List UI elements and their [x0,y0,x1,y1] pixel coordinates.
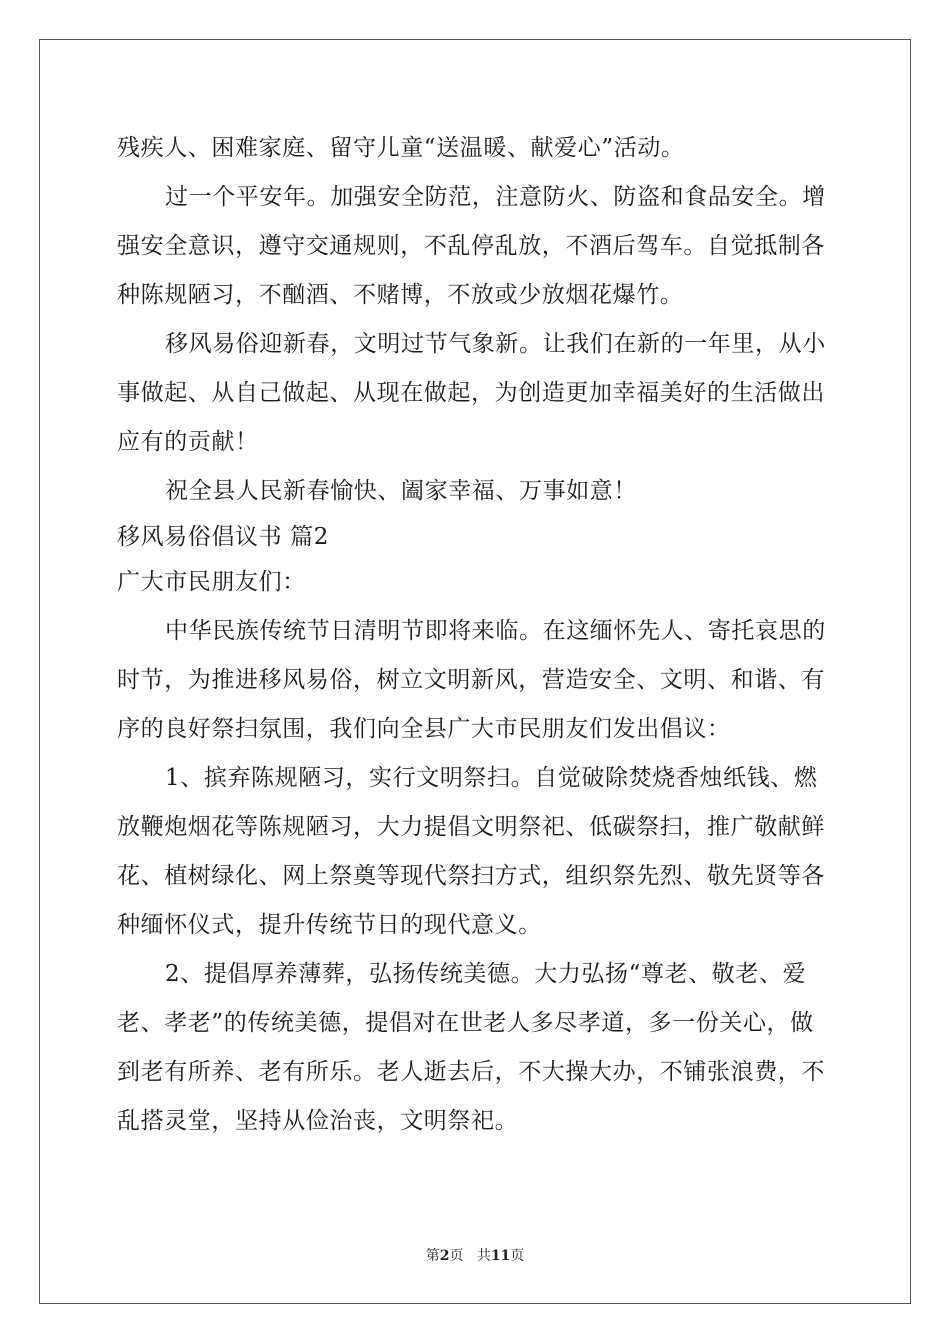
text-line: 放鞭炮烟花等陈规陋习，大力提倡文明祭祀、低碳祭扫，推广敬献鲜 [117,814,825,840]
page-prefix: 第 [425,1248,440,1264]
text-line: 事做起、从自己做起、从现在做起，为创造更加幸福美好的生活做出 [117,380,825,406]
text-line: 到老有所养、老有所乐。老人逝去后，不大操大办，不铺张浪费，不 [117,1059,825,1085]
text-line: 乱搭灵堂，坚持从俭治丧，文明祭祀。 [117,1108,519,1134]
section-heading: 移风易俗倡议书 篇2 [117,524,329,550]
text-line: 序的良好祭扫氛围，我们向全县广大市民朋友们发出倡议： [117,716,731,742]
paragraph-start: 过一个平安年。加强安全防范，注意防火、防盗和食品安全。增 [165,184,826,210]
page-number: 2 [439,1248,450,1264]
document-body [117,124,837,1146]
text-line: 应有的贡献！ [117,429,259,455]
text-line: 花、植树绿化、网上祭奠等现代祭扫方式，组织祭先烈、敬先贤等各 [117,863,825,889]
page-suffix: 页 [449,1248,464,1264]
text-line: 时节，为推进移风易俗，树立文明新风，营造安全、文明、和谐、有 [117,667,825,693]
total-prefix: 共 [476,1248,491,1264]
paragraph-start: 中华民族传统节日清明节即将来临。在这缅怀先人、寄托哀思的 [165,618,826,644]
paragraph-start: 祝全县人民新春愉快、阖家幸福、万事如意！ [165,478,637,504]
text-line: 老、孝老”的传统美德，提倡对在世老人多尽孝道，多一份关心，做 [117,1010,814,1036]
text-line: 种陈规陋习，不酗酒、不赌博，不放或少放烟花爆竹。 [117,282,684,308]
page-footer [0,1246,950,1266]
total-pages: 11 [490,1248,511,1264]
text-line: 残疾人、困难家庭、留守儿童“送温暖、献爱心”活动。 [117,135,685,161]
total-suffix: 页 [510,1248,525,1264]
paragraph-start: 移风易俗迎新春，文明过节气象新。让我们在新的一年里，从小 [165,331,826,357]
paragraph-start: 1、摈弃陈规陋习，实行文明祭扫。自觉破除焚烧香烛纸钱、燃 [165,765,818,791]
paragraph-start: 2、提倡厚养薄葬，弘扬传统美德。大力弘扬“尊老、敬老、爱 [165,961,807,987]
salutation: 广大市民朋友们： [117,569,306,595]
text-line: 种缅怀仪式，提升传统节日的现代意义。 [117,912,542,938]
text-line: 强安全意识，遵守交通规则，不乱停乱放，不酒后驾车。自觉抵制各 [117,233,825,259]
